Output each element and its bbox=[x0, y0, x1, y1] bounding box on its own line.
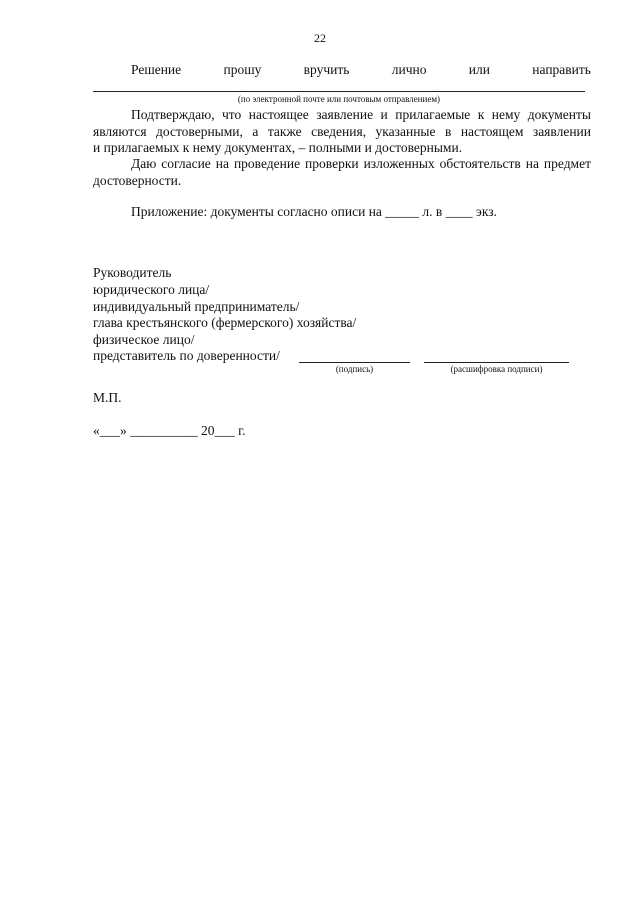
request-word: направить bbox=[532, 62, 591, 77]
delivery-caption: (по электронной почте или почтовым отправлением) bbox=[237, 94, 441, 104]
attachment-prefix: Приложение: документы согласно описи на bbox=[131, 204, 382, 219]
request-word: прошу bbox=[223, 62, 262, 77]
consent-line-2: достоверности. bbox=[93, 173, 182, 188]
signer-line-2: юридического лица/ bbox=[93, 282, 210, 297]
signer-line-1: Руководитель bbox=[93, 265, 172, 280]
stamp-label: М.П. bbox=[93, 390, 122, 405]
request-line bbox=[131, 62, 591, 78]
attachment-line bbox=[131, 204, 497, 220]
signer-line-5: физическое лицо/ bbox=[93, 332, 195, 347]
page-number: 22 bbox=[314, 31, 326, 45]
confirm-line-2: являются достоверными, а также сведения, указанные в настоящем заявлении bbox=[93, 124, 591, 139]
request-word: Решение bbox=[131, 62, 182, 77]
signature-decode-line[interactable] bbox=[424, 362, 569, 363]
signer-line-3: индивидуальный предприниматель/ bbox=[93, 299, 300, 314]
attachment-suffix: экз. bbox=[476, 204, 497, 219]
request-word: лично bbox=[391, 62, 427, 77]
pages-blank[interactable]: _____ bbox=[385, 204, 420, 219]
consent-line-1: Даю согласие на проведение проверки изложенных обстоятельств на предмет bbox=[131, 156, 591, 171]
decode-caption: (расшифровка подписи) bbox=[450, 364, 543, 374]
signature-caption: (подпись) bbox=[335, 364, 374, 374]
confirm-line-3: и прилагаемых к нему документах, – полными и достоверными. bbox=[93, 140, 463, 155]
signature-line[interactable] bbox=[299, 362, 410, 363]
delivery-method-line[interactable] bbox=[93, 91, 585, 92]
request-word: или bbox=[468, 62, 490, 77]
signer-line-4: глава крестьянского (фермерского) хозяйства/ bbox=[93, 315, 357, 330]
date-line[interactable]: «___» __________ 20___ г. bbox=[93, 423, 246, 438]
attachment-mid: л. в bbox=[422, 204, 443, 219]
request-word: вручить bbox=[303, 62, 350, 77]
confirm-line-1: Подтверждаю, что настоящее заявление и прилагаемые к нему документы bbox=[131, 107, 591, 122]
copies-blank[interactable]: ____ bbox=[445, 204, 473, 219]
signer-line-6: представитель по доверенности/ bbox=[93, 348, 280, 363]
